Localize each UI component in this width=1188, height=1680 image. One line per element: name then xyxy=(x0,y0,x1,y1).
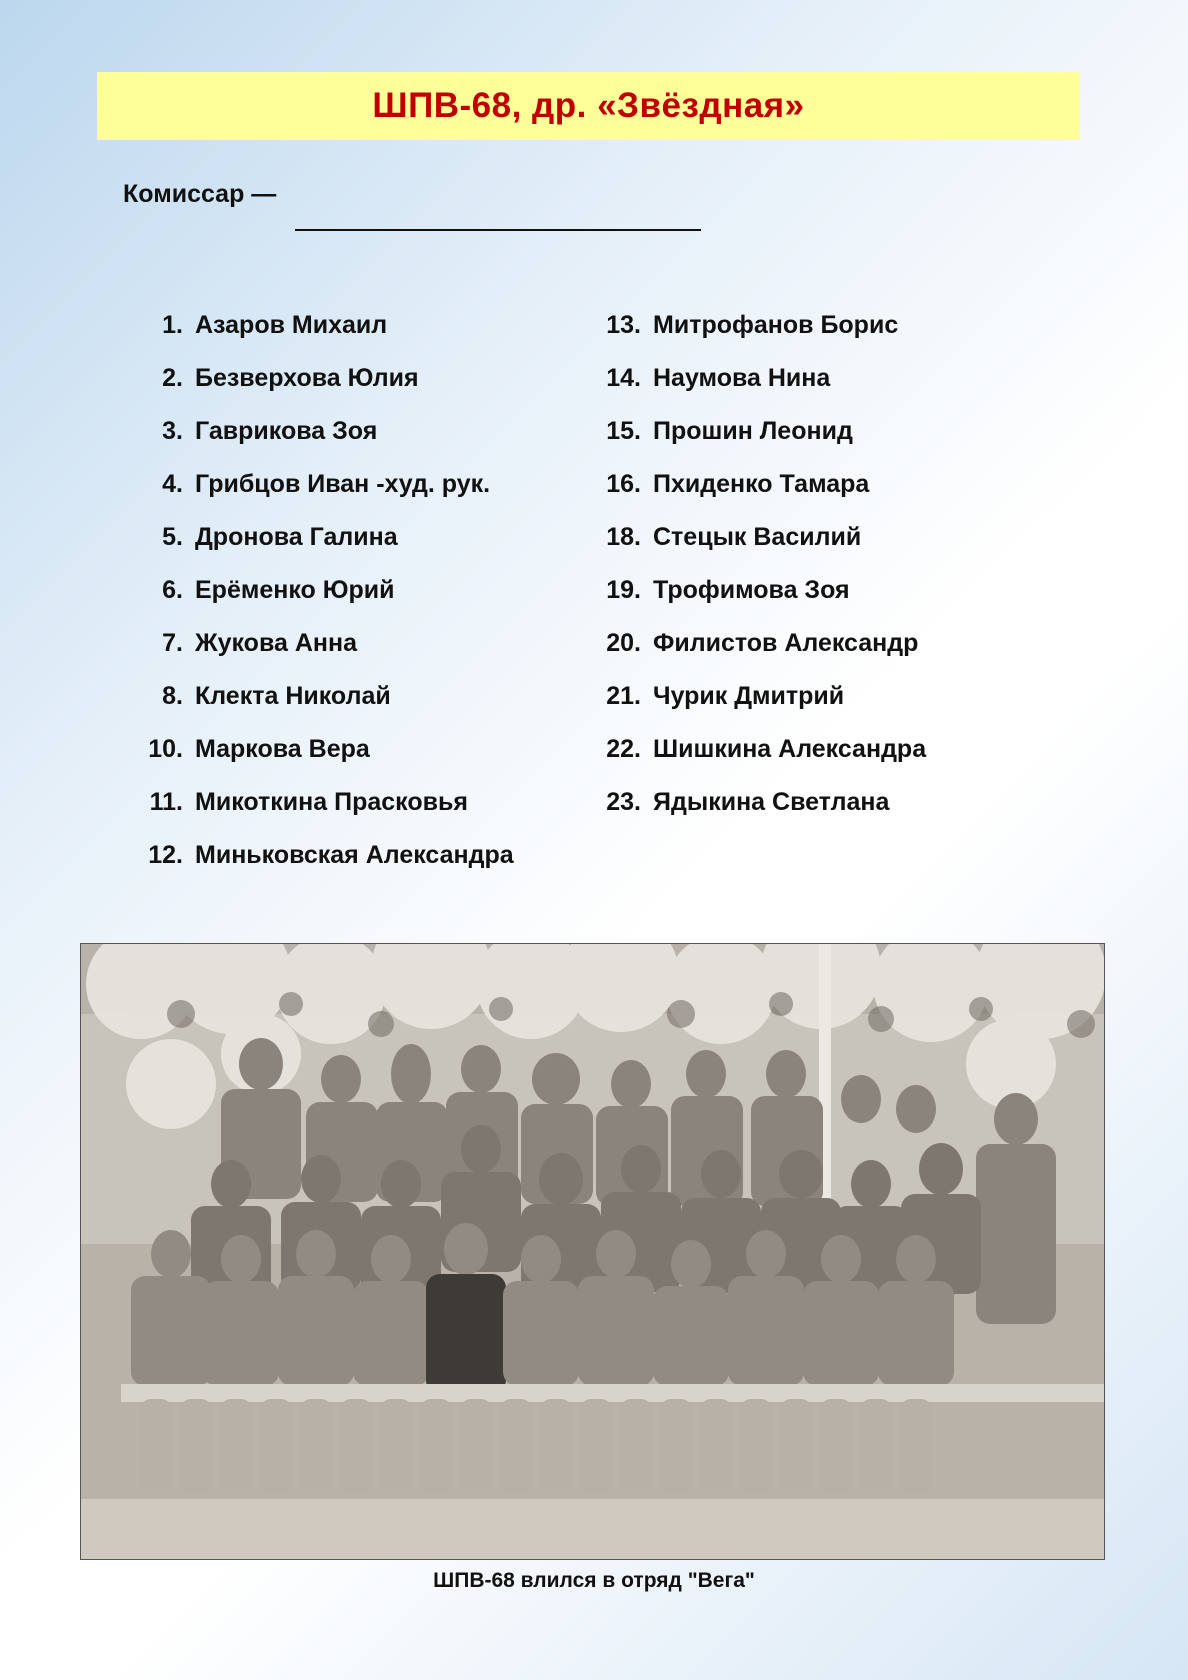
item-name: Грибцов Иван -худ. рук. xyxy=(195,470,491,498)
item-number: 23. xyxy=(606,788,641,816)
item-number: 2. xyxy=(162,364,183,392)
list-item xyxy=(145,629,514,682)
member-list-left xyxy=(145,311,514,894)
list-item xyxy=(601,576,926,629)
item-name: Дронова Галина xyxy=(195,523,398,551)
list-item xyxy=(601,735,926,788)
list-item xyxy=(145,364,514,417)
list-item xyxy=(601,417,926,470)
list-item xyxy=(145,788,514,841)
list-item xyxy=(145,523,514,576)
item-number: 18. xyxy=(606,523,641,551)
item-name: Шишкина Александра xyxy=(653,735,927,763)
item-number: 8. xyxy=(162,682,183,710)
item-number: 11. xyxy=(149,788,183,816)
item-name: Безверхова Юлия xyxy=(195,364,419,392)
item-name: Ерёменко Юрий xyxy=(195,576,395,604)
list-item xyxy=(601,470,926,523)
item-number: 7. xyxy=(162,629,183,657)
item-number: 4. xyxy=(162,470,183,498)
item-number: 6. xyxy=(162,576,183,604)
list-item xyxy=(601,629,926,682)
list-item xyxy=(145,841,514,894)
list-item xyxy=(145,735,514,788)
list-item xyxy=(145,470,514,523)
item-name: Жукова Анна xyxy=(195,629,357,657)
list-item xyxy=(601,364,926,417)
item-name: Прошин Леонид xyxy=(653,417,853,445)
item-number: 21. xyxy=(606,682,641,710)
item-name: Митрофанов Борис xyxy=(653,311,899,339)
commissar-blank-line xyxy=(295,229,701,231)
item-number: 22. xyxy=(606,735,641,763)
item-name: Филистов Александр xyxy=(653,629,919,657)
list-item xyxy=(145,311,514,364)
item-name: Ядыкина Светлана xyxy=(653,788,890,816)
item-number: 15. xyxy=(606,417,641,445)
list-item xyxy=(601,311,926,364)
member-list-right xyxy=(601,311,926,841)
item-number: 10. xyxy=(148,735,183,763)
item-name: Клекта Николай xyxy=(195,682,391,710)
item-name: Пхиденко Тамара xyxy=(653,470,870,498)
item-number: 5. xyxy=(162,523,183,551)
item-name: Трофимова Зоя xyxy=(653,576,850,604)
list-item xyxy=(145,576,514,629)
list-item xyxy=(145,682,514,735)
item-name: Миньковская Александра xyxy=(195,841,514,869)
group-photo-illustration xyxy=(81,944,1104,1559)
item-number: 19. xyxy=(606,576,641,604)
item-number: 20. xyxy=(606,629,641,657)
item-name: Наумова Нина xyxy=(653,364,831,392)
group-photo xyxy=(80,943,1105,1560)
item-number: 12. xyxy=(148,841,183,869)
item-name: Маркова Вера xyxy=(195,735,370,763)
page-title: ШПВ-68, др. «Звёздная» xyxy=(372,86,805,125)
list-item xyxy=(601,788,926,841)
item-number: 14. xyxy=(606,364,641,392)
photo-caption: ШПВ-68 влился в отряд "Вега" xyxy=(433,1569,755,1592)
item-name: Микоткина Прасковья xyxy=(195,788,468,816)
item-number: 13. xyxy=(606,311,641,339)
item-name: Гаврикова Зоя xyxy=(195,417,378,445)
item-name: Азаров Михаил xyxy=(195,311,388,339)
item-name: Стецык Василий xyxy=(653,523,862,551)
commissar-label: Комиссар — xyxy=(123,180,277,208)
list-item xyxy=(601,523,926,576)
item-number: 1. xyxy=(162,311,183,339)
list-item xyxy=(601,682,926,735)
item-number: 3. xyxy=(162,417,183,445)
item-name: Чурик Дмитрий xyxy=(653,682,845,710)
item-number: 16. xyxy=(606,470,641,498)
list-item xyxy=(145,417,514,470)
title-banner xyxy=(97,72,1080,140)
